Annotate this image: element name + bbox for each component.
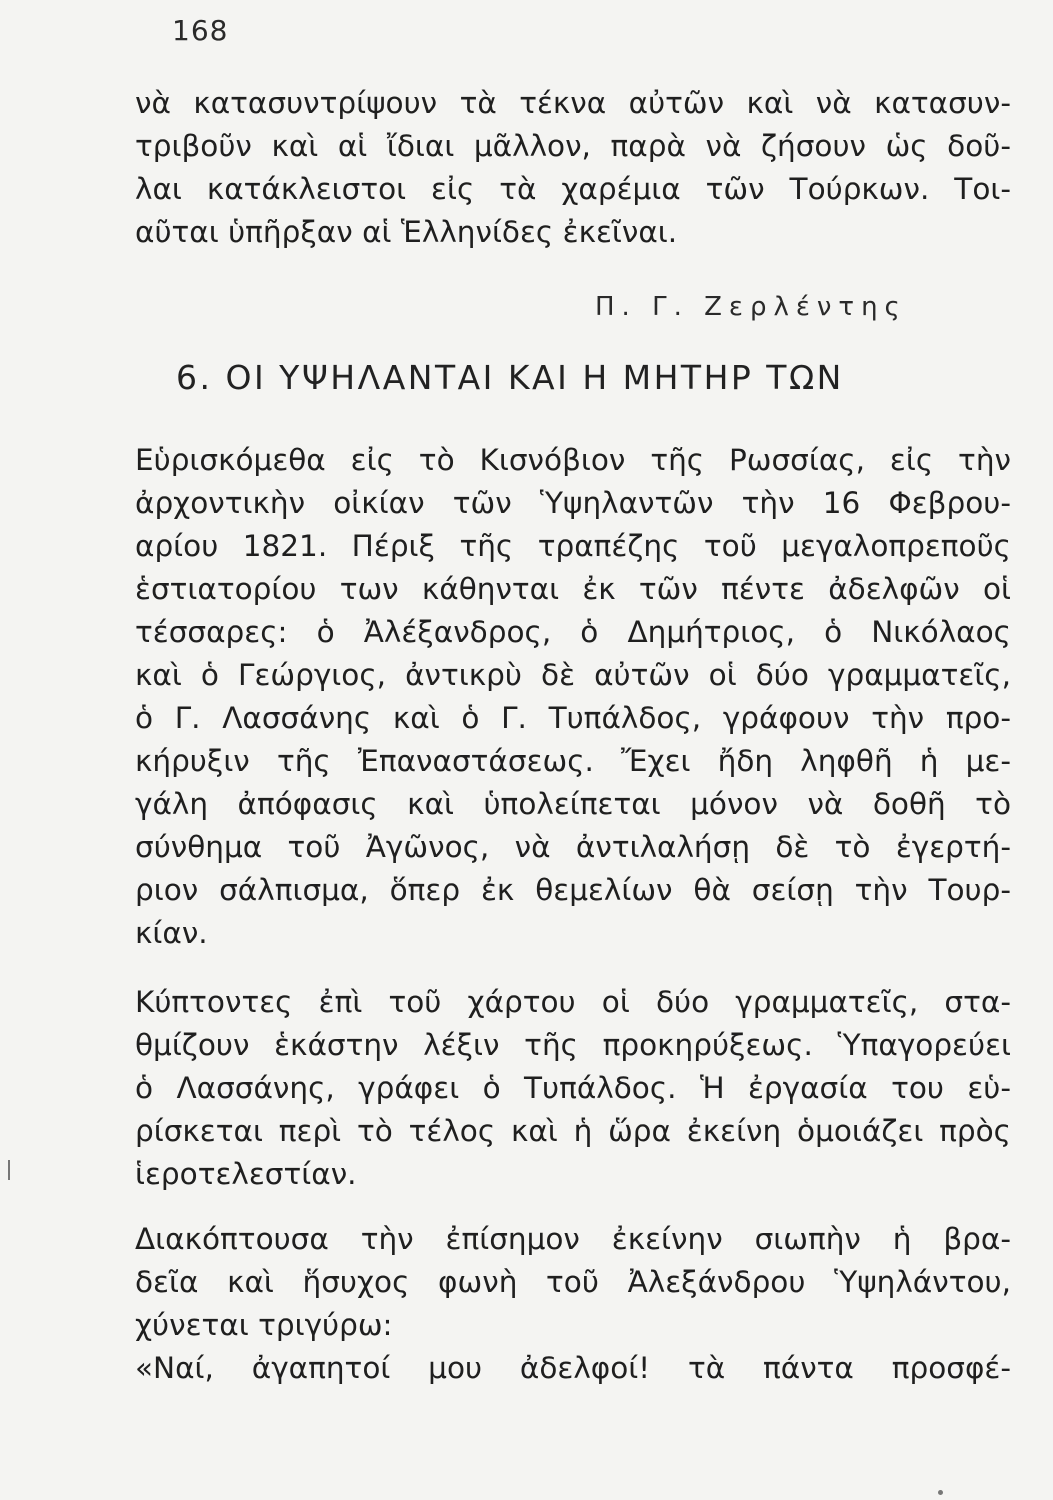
- scan-mark: [938, 1490, 943, 1495]
- text-line: Διακόπτουσα τὴν ἐπίσημον ἐκείνην σιωπὴν ἡ βρα-: [135, 1222, 1011, 1256]
- text-line: δεῖα καὶ ἥσυχος φωνὴ τοῦ Ἀλεξάνδρου Ὑψηλάντου,: [135, 1265, 1011, 1299]
- text-line: ἀρχοντικὴν οἰκίαν τῶν Ὑψηλαντῶν τὴν 16 Φεβρου-: [135, 486, 1011, 520]
- text-line: αῦται ὑπῆρξαν αἱ Ἑλληνίδες ἐκεῖναι.: [135, 215, 678, 249]
- text-line: θμίζουν ἑκάστην λέξιν τῆς προκηρύξεως. Ὑπαγορεύει: [135, 1028, 1011, 1062]
- text-line: Κύπτοντες ἐπὶ τοῦ χάρτου οἱ δύο γραμματεῖς, στα-: [135, 985, 1011, 1019]
- text-line: σύνθημα τοῦ Ἀγῶνος, νὰ ἀντιλαλήσῃ δὲ τὸ ἐγερτή-: [135, 830, 1011, 864]
- paragraph: [135, 439, 1011, 955]
- text-line: τέσσαρες: ὁ Ἀλέξανδρος, ὁ Δημήτριος, ὁ Νικόλαος: [135, 615, 1011, 649]
- text-line: κήρυξιν τῆς Ἐπαναστάσεως. Ἔχει ἤδη ληφθῆ ἡ με-: [135, 744, 1011, 778]
- paragraph: [135, 981, 1011, 1196]
- text-line: ὁ Γ. Λασσάνης καὶ ὁ Γ. Τυπάλδος, γράφουν τὴν προ-: [135, 701, 1011, 735]
- text-line: λαι κατάκλειστοι εἰς τὰ χαρέμια τῶν Τούρκων. Τοι-: [135, 172, 1011, 206]
- text-line: ἑστιατορίου των κάθηνται ἐκ τῶν πέντε ἀδελφῶν οἱ: [135, 572, 1011, 606]
- scan-mark: [8, 1160, 10, 1180]
- text-line: ὁ Λασσάνης, γράφει ὁ Τυπάλδος. Ἡ ἐργασία του εὑ-: [135, 1071, 1011, 1105]
- chapter-heading: 6. ΟΙ ΥΨΗΛΑΝΤΑΙ ΚΑΙ Η ΜΗΤΗΡ ΤΩΝ: [176, 358, 844, 397]
- text-line: νὰ κατασυντρίψουν τὰ τέκνα αὐτῶν καὶ νὰ κατασυν-: [135, 86, 1011, 120]
- text-line: χύνεται τριγύρω:: [135, 1308, 393, 1342]
- text-line: «Ναί, ἀγαπητοί μου ἀδελφοί! τὰ πάντα προσφέ-: [135, 1351, 1011, 1385]
- author-signature: Π. Γ. Ζερλέντης: [595, 292, 907, 322]
- closing-paragraph: [135, 82, 1011, 254]
- text-line: καὶ ὁ Γεώργιος, ἀντικρὺ δὲ αὐτῶν οἱ δύο γραμματεῖς,: [135, 658, 1011, 692]
- text-line: ἱεροτελεστίαν.: [135, 1157, 357, 1191]
- paragraph: [135, 1218, 1011, 1390]
- text-line: αρίου 1821. Πέριξ τῆς τραπέζης τοῦ μεγαλοπρεποῦς: [135, 529, 1011, 563]
- text-line: κίαν.: [135, 916, 208, 950]
- text-line: ρίσκεται περὶ τὸ τέλος καὶ ἡ ὥρα ἐκείνη ὁμοιάζει πρὸς: [135, 1114, 1011, 1148]
- text-line: ριον σάλπισμα, ὅπερ ἐκ θεμελίων θὰ σείσῃ τὴν Τουρ-: [135, 873, 1011, 907]
- text-line: τριβοῦν καὶ αἱ ἴδιαι μᾶλλον, παρὰ νὰ ζήσουν ὡς δοῦ-: [135, 129, 1011, 163]
- text-line: γάλη ἀπόφασις καὶ ὑπολείπεται μόνον νὰ δοθῆ τὸ: [135, 787, 1011, 821]
- page-number: 168: [172, 14, 229, 47]
- text-line: Εὑρισκόμεθα εἰς τὸ Κισνόβιον τῆς Ρωσσίας, εἰς τὴν: [135, 443, 1011, 477]
